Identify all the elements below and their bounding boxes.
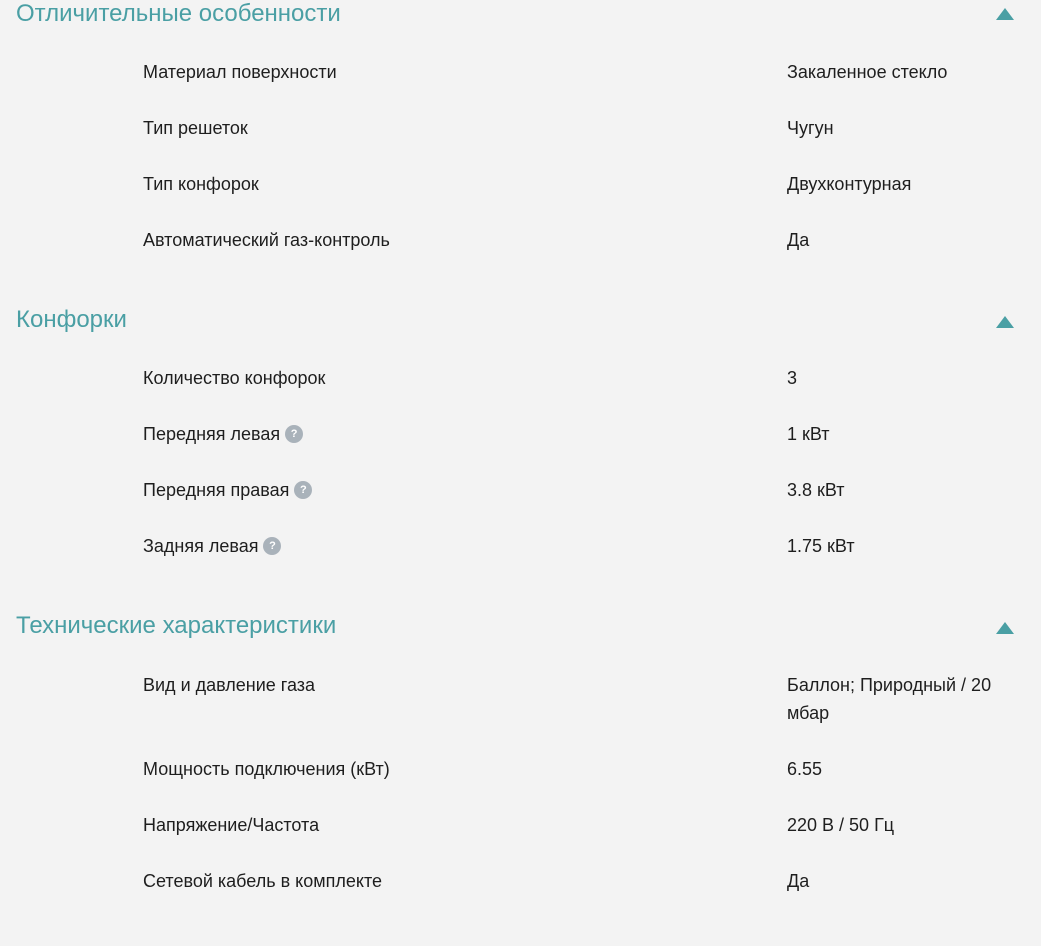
spec-label-wrap — [143, 532, 281, 560]
spec-label: Передняя правая — [143, 480, 290, 500]
spec-row — [0, 532, 1041, 588]
spec-value: 6.55 — [787, 759, 823, 779]
section-title: Отличительные особенности — [16, 0, 341, 27]
collapse-triangle-icon[interactable] — [996, 8, 1014, 20]
collapse-triangle-icon[interactable] — [996, 622, 1014, 634]
spec-label: Автоматический газ-контроль — [143, 230, 390, 250]
spec-value: 1 кВт — [787, 424, 830, 444]
spec-row — [0, 114, 1041, 170]
section-title: Технические характеристики — [16, 612, 337, 639]
spec-row — [0, 420, 1041, 476]
section-distinctive-features — [0, 0, 1041, 250]
section-title: Конфорки — [16, 306, 127, 333]
spec-row — [0, 58, 1041, 114]
section-technical-specs — [0, 612, 1041, 891]
spec-value: Закаленное стекло — [787, 62, 948, 82]
spec-label: Тип конфорок — [143, 174, 259, 194]
spec-row — [0, 671, 1041, 755]
spec-label: Сетевой кабель в комплекте — [143, 871, 382, 891]
spec-row — [0, 170, 1041, 226]
spec-value: Двухконтурная — [787, 174, 912, 194]
spec-label-wrap — [143, 476, 312, 504]
spec-list — [0, 58, 1041, 282]
spec-value: Да — [787, 230, 810, 250]
collapse-triangle-icon[interactable] — [996, 316, 1014, 328]
section-header[interactable] — [0, 306, 1041, 346]
spec-row — [0, 476, 1041, 532]
section-header[interactable] — [0, 0, 1041, 40]
spec-value: 3.8 кВт — [787, 480, 845, 500]
spec-list — [0, 364, 1041, 588]
spec-label-wrap — [143, 420, 303, 448]
help-question-icon[interactable]: ? — [263, 537, 281, 555]
spec-row — [0, 364, 1041, 420]
spec-value: 3 — [787, 368, 798, 388]
spec-row — [0, 226, 1041, 282]
section-header[interactable] — [0, 612, 1041, 652]
spec-label: Тип решеток — [143, 118, 248, 138]
spec-label: Передняя левая — [143, 424, 281, 444]
spec-value: 220 В / 50 Гц — [787, 815, 895, 835]
spec-label: Количество конфорок — [143, 368, 326, 388]
spec-value: Баллон; Природный / 20 мбар — [787, 675, 992, 723]
spec-value: Да — [787, 871, 810, 891]
spec-row — [0, 755, 1041, 811]
spec-label: Напряжение/Частота — [143, 815, 320, 835]
spec-row — [0, 811, 1041, 867]
spec-list — [0, 671, 1041, 923]
spec-label: Задняя левая — [143, 536, 259, 556]
spec-value: 1.75 кВт — [787, 536, 855, 556]
section-burners — [0, 306, 1041, 556]
spec-label: Материал поверхности — [143, 62, 337, 82]
spec-row — [0, 867, 1041, 923]
help-question-icon[interactable]: ? — [294, 481, 312, 499]
spec-label: Мощность подключения (кВт) — [143, 759, 390, 779]
spec-value: Чугун — [787, 118, 834, 138]
help-question-icon[interactable]: ? — [285, 425, 303, 443]
spec-label: Вид и давление газа — [143, 675, 316, 695]
